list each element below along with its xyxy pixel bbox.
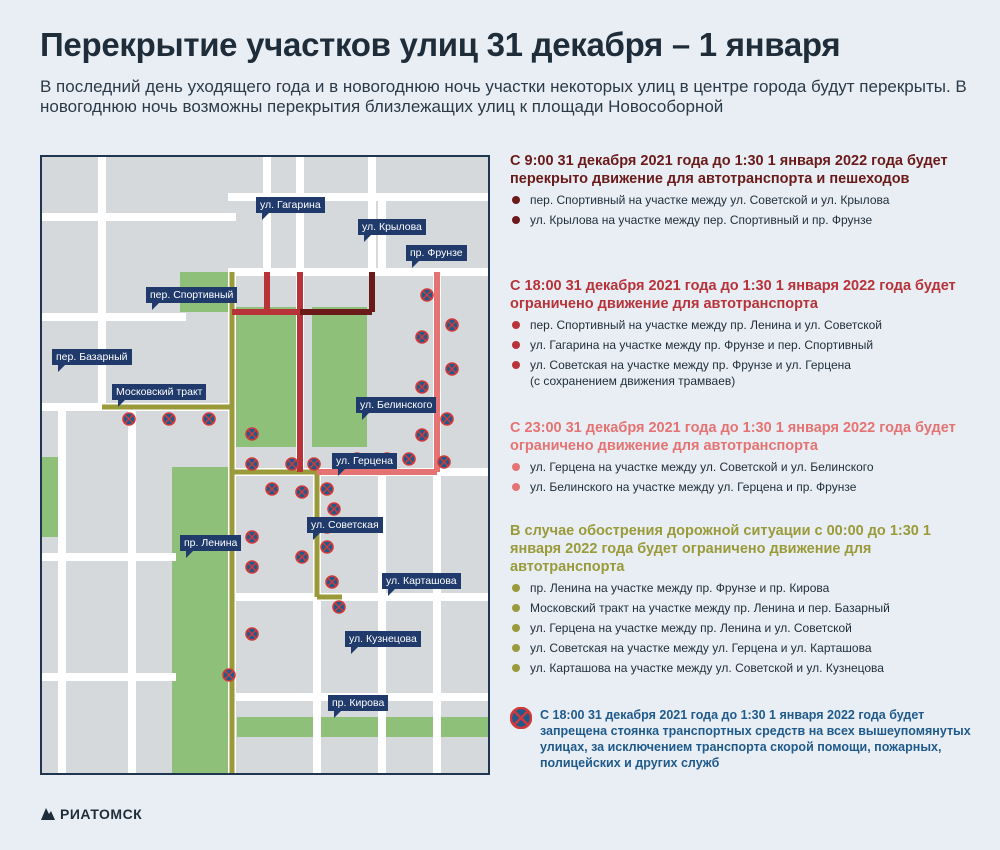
legend-item: ул. Герцена на участке между ул. Советской и ул. Белинского [510,459,980,475]
legend-item: пр. Ленина на участке между пр. Фрунзе и пр. Кирова [510,580,980,596]
no-parking-sign-icon [416,381,428,393]
no-parking-sign-icon [446,363,458,375]
no-parking-sign-icon [203,413,215,425]
park-area [237,717,490,737]
legend-item: ул. Крылова на участке между пер. Спортивный и пр. Фрунзе [510,212,980,228]
legend-heading: С 23:00 31 декабря 2021 года до 1:30 1 января 2022 года будет ограничено движение для автотранспорта [510,420,956,454]
bullet-dot-icon [512,624,520,632]
bullet-dot-icon [512,216,520,224]
no-parking-sign-icon [246,458,258,470]
legend-heading: С 18:00 31 декабря 2021 года до 1:30 1 января 2022 года будет ограничено движение для автотранспорта [510,278,956,312]
no-parking-icon [510,707,532,729]
park-area [312,307,367,447]
legend-heading: В случае обострения дорожной ситуации с 00:00 до 1:30 1 января 2022 года будет ограничено движение для автотранспорта [510,523,931,575]
no-parking-sign-icon [321,483,333,495]
no-parking-sign-icon [286,458,298,470]
map-label-gertsena: ул. Герцена [332,453,397,469]
no-parking-sign-icon [123,413,135,425]
no-parking-sign-icon [403,453,415,465]
legend-block-23 [510,419,980,495]
legend-item: ул. Карташова на участке между ул. Советской и ул. Кузнецова [510,660,980,676]
park-area [230,307,300,447]
no-parking-text: С 18:00 31 декабря 2021 года до 1:30 1 января 2022 года будет запрещена стоянка транспортных средств на всех вышеупомянутых улицах, за исключением транспорта скорой помощи, пожарных, полицейских и других служб [540,708,971,770]
no-parking-sign-icon [296,486,308,498]
no-parking-sign-icon [441,413,453,425]
no-parking-sign-icon [321,541,333,553]
no-parking-sign-icon [246,531,258,543]
no-parking-sign-icon [446,319,458,331]
bullet-dot-icon [512,463,520,471]
no-parking-sign-icon [246,561,258,573]
no-parking-sign-icon [421,289,433,301]
legend-item: пер. Спортивный на участке между ул. Советской и ул. Крылова [510,192,980,208]
no-parking-sign-icon [326,576,338,588]
no-parking-sign-icon [163,413,175,425]
map-label-belinskogo: ул. Белинского [356,397,436,413]
bullet-dot-icon [512,361,520,369]
no-parking-sign-icon [328,503,340,515]
bullet-dot-icon [512,644,520,652]
legend-block-emergency [510,522,980,676]
map-label-krylova: ул. Крылова [358,219,426,235]
legend-item: ул. Белинского на участке между ул. Герцена и пр. Фрунзе [510,479,980,495]
map-label-kartashova: ул. Карташова [382,573,461,589]
bullet-dot-icon [512,321,520,329]
legend-item: ул. Гагарина на участке между пр. Фрунзе и пер. Спортивный [510,337,980,353]
map-label-kuznetsova: ул. Кузнецова [345,631,421,647]
legend-block-9am [510,152,980,228]
brand-name: РИАТОМСК [60,806,143,822]
map-label-moskovsky: Московский тракт [112,384,206,400]
no-parking-sign-icon [246,628,258,640]
no-parking-sign-icon [223,669,235,681]
no-parking-sign-icon [246,428,258,440]
legend-item: пер. Спортивный на участке между пр. Ленина и ул. Советской [510,317,980,333]
map-label-sportivny: пер. Спортивный [146,287,237,303]
legend-item: ул. Герцена на участке между пр. Ленина и ул. Советской [510,620,980,636]
map-label-frunze: пр. Фрунзе [406,245,467,261]
bullet-dot-icon [512,483,520,491]
no-parking-sign-icon [296,551,308,563]
map-label-kirova: пр. Кирова [328,695,388,711]
bullet-dot-icon [512,196,520,204]
map-label-bazarny: пер. Базарный [52,349,132,365]
map-label-gagarina: ул. Гагарина [256,197,325,213]
legend-block-18 [510,277,980,389]
legend-item: Московский тракт на участке между пр. Ленина и пер. Базарный [510,600,980,616]
brand-logo [40,806,142,822]
map-label-lenina: пр. Ленина [180,535,241,551]
legend-heading: С 9:00 31 декабря 2021 года до 1:30 1 января 2022 года будет перекрыто движение для автотранспорта и пешеходов [510,153,948,187]
no-parking-note [510,707,980,771]
page-subtitle: В последний день уходящего года и в новогоднюю ночь участки некоторых улиц в центре города будут перекрыты. В новогоднюю ночь возможны перекрытия близлежащих улиц к площади Новособорной [40,77,967,116]
map-label-sovetskaya: ул. Советская [307,517,383,533]
legend-item-note: (с сохранением движения трамваев) [530,374,736,388]
no-parking-sign-icon [416,331,428,343]
no-parking-sign-icon [416,429,428,441]
bullet-dot-icon [512,341,520,349]
no-parking-sign-icon [266,483,278,495]
no-parking-sign-icon [333,601,345,613]
bullet-dot-icon [512,584,520,592]
no-parking-sign-icon [308,458,320,470]
no-parking-sign-icon [438,456,450,468]
legend-item: ул. Советская на участке между ул. Герцена и ул. Карташова [510,640,980,656]
map[interactable] [40,155,490,775]
page-title: Перекрытие участков улиц 31 декабря – 1 января [40,26,841,63]
bullet-dot-icon [512,664,520,672]
bullet-dot-icon [512,604,520,612]
legend-item: ул. Советская на участке между пр. Фрунзе и ул. Герцена [510,357,980,373]
ria-logo-icon [40,807,56,821]
park-area [172,467,232,775]
